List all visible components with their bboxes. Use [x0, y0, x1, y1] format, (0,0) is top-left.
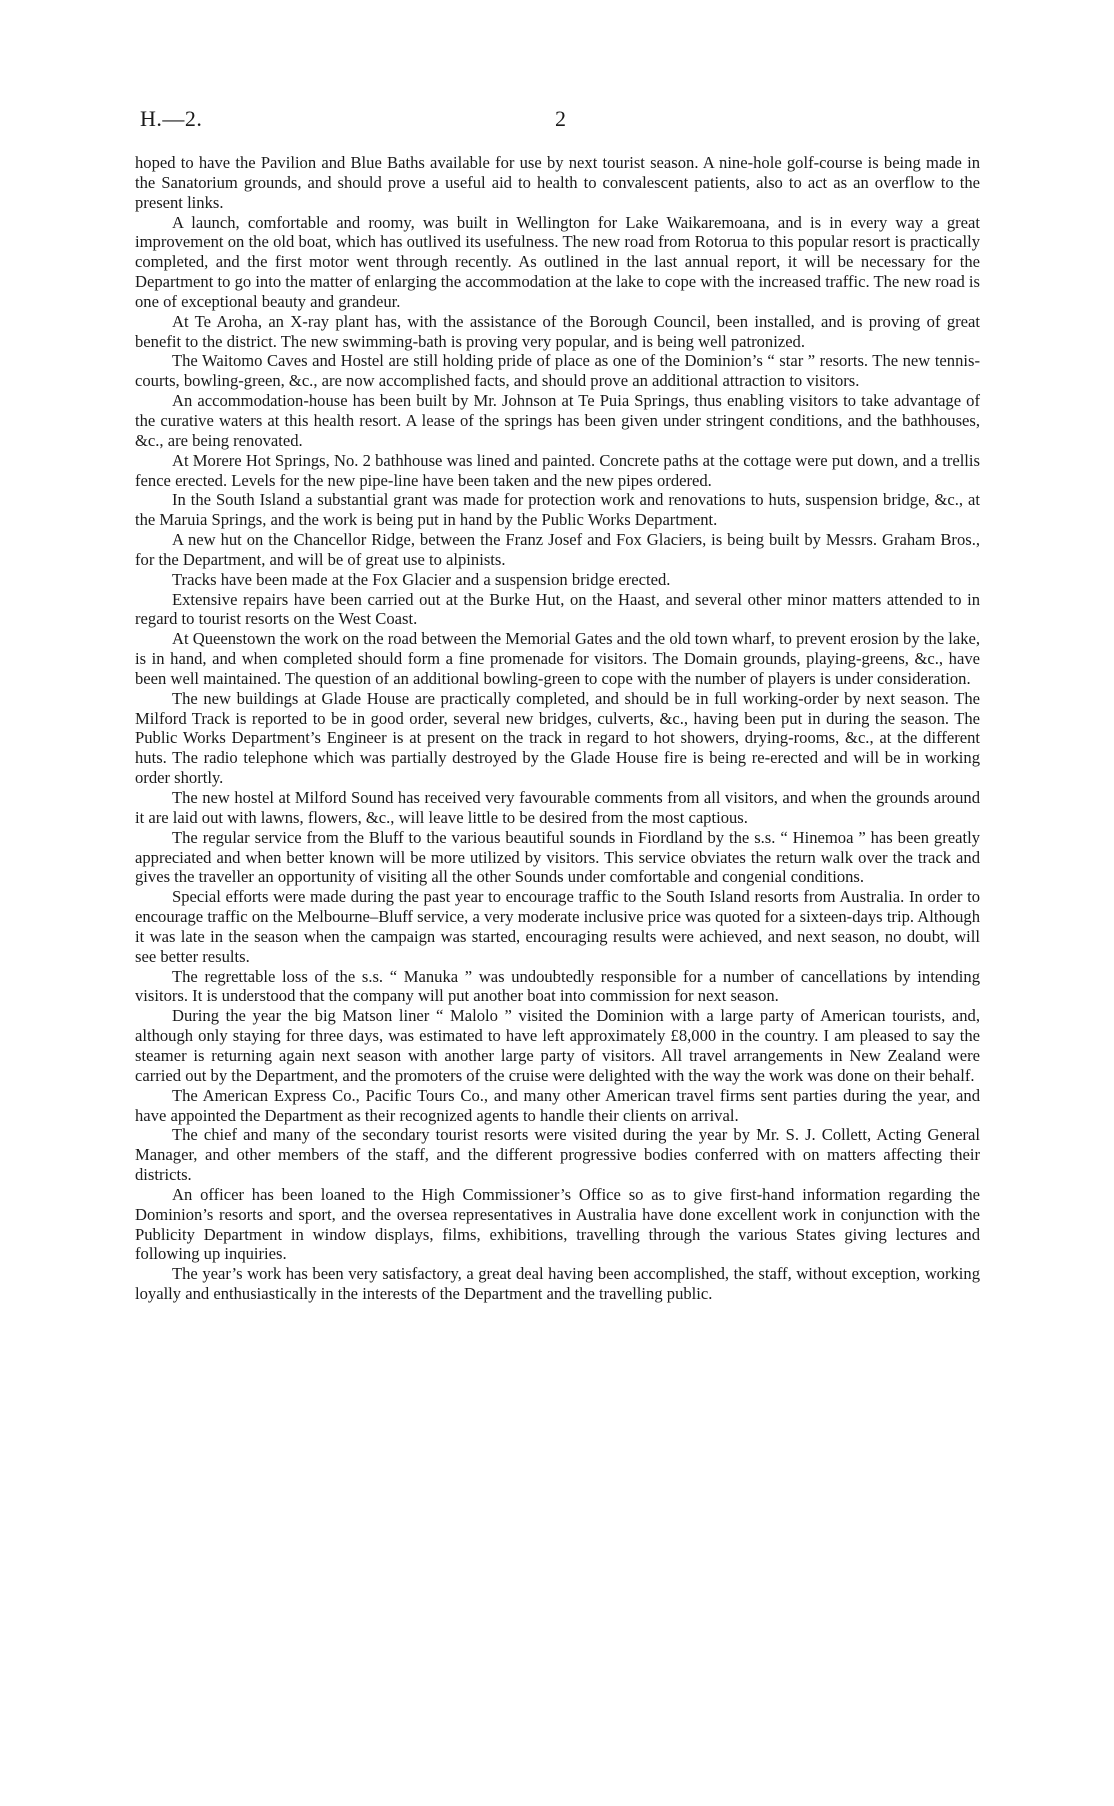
paragraph: The chief and many of the secondary tourist resorts were visited during the year by Mr. S. J. Collett, Acting General Manager, and other members of the staff, and the different progressive bodies conferred with on matters affecting their districts.: [135, 1125, 980, 1185]
body-text: [135, 153, 980, 1304]
paragraph: A launch, comfortable and roomy, was built in Wellington for Lake Waikaremoana, and is in every way a great improvement on the old boat, which has outlived its usefulness. The new road from Rotorua to this popular resort is practically completed, and the first motor went through recently. As outlined in the last annual report, it will be necessary for the Department to go into the matter of enlarging the accommodation at the lake to cope with the increased traffic. The new road is one of exceptional beauty and grandeur.: [135, 212, 980, 311]
paragraph: The new hostel at Milford Sound has received very favourable comments from all visitors, and when the grounds around it are laid out with lawns, flowers, &c., will leave little to be desired from the most captious.: [135, 788, 980, 827]
paragraph: The year’s work has been very satisfactory, a great deal having been accomplished, the staff, without exception, working loyally and enthusiastically in the interests of the Department and the travelling public.: [135, 1264, 980, 1304]
page-number: 2: [555, 106, 566, 131]
paragraph: An accommodation-house has been built by Mr. Johnson at Te Puia Springs, thus enabling visitors to take advantage of the curative waters at this health resort. A lease of the springs has been given under stringent conditions, and the bathhouses, &c., are being renovated.: [135, 391, 980, 450]
page-header: [140, 106, 984, 136]
paragraph: Special efforts were made during the past year to encourage traffic to the South Island resorts from Australia. In order to encourage traffic on the Melbourne–Bluff service, a very moderate inclusive price was quoted for a sixteen-days trip. Although it was late in the season when the campaign was started, encouraging results were achieved, and next season, no doubt, will see better results.: [135, 887, 980, 966]
paragraph: At Morere Hot Springs, No. 2 bathhouse was lined and painted. Concrete paths at the cottage were put down, and a trellis fence erected. Levels for the new pipe-line have been taken and the new pipes ordered.: [135, 450, 980, 490]
paragraph: The Waitomo Caves and Hostel are still holding pride of place as one of the Dominion’s “ star ” resorts. The new tennis-courts, bowling-green, &c., are now accomplished facts, and should prove an additional attraction to visitors.: [135, 351, 980, 391]
paragraph: Tracks have been made at the Fox Glacier and a suspension bridge erected.: [172, 569, 671, 589]
paragraph: In the South Island a substantial grant was made for protection work and renovations to huts, suspension bridge, &c., at the Maruia Springs, and the work is being put in hand by the Public Works Department.: [135, 490, 980, 530]
paragraph: The regular service from the Bluff to the various beautiful sounds in Fiordland by the s.s. “ Hinemoa ” has been greatly appreciated and when better known will be more utilized by visitors. This service obviates the return walk over the track and gives the traveller an opportunity of visiting all the other Sounds under comfortable and congenial conditions.: [135, 827, 980, 887]
paragraph: A new hut on the Chancellor Ridge, between the Franz Josef and Fox Glaciers, is being built by Messrs. Graham Bros., for the Department, and will be of great use to alpinists.: [135, 530, 980, 569]
paragraph: During the year the big Matson liner “ Malolo ” visited the Dominion with a large party of American tourists, and, although only staying for three days, was estimated to have left approximately £8,000 in the country. I am pleased to say the steamer is returning again next season with another large party of visitors. All travel arrangements in New Zealand were carried out by the Department, and the promoters of the cruise were delighted with the way the work was done on their behalf.: [135, 1006, 980, 1085]
paragraph: The American Express Co., Pacific Tours Co., and many other American travel firms sent parties during the year, and have appointed the Department as their recognized agents to handle their clients on arrival.: [135, 1085, 980, 1125]
paragraph: An officer has been loaned to the High Commissioner’s Office so as to give first-hand information regarding the Dominion’s resorts and sport, and the oversea representatives in Australia have done excellent work in conjunction with the Publicity Department in window displays, films, exhibitions, travelling through the various States giving lectures and following up inquiries.: [135, 1184, 980, 1264]
paragraph: At Queenstown the work on the road between the Memorial Gates and the old town wharf, to prevent erosion by the lake, is in hand, and when completed should form a fine promenade for visitors. The Domain grounds, playing-greens, &c., have been well maintained. The question of an additional bowling-green to cope with the number of players is under consideration.: [135, 629, 980, 688]
paragraph: hoped to have the Pavilion and Blue Baths available for use by next tourist season. A nine-hole golf-course is being made in the Sanatorium grounds, and should prove a useful aid to health to convalescent patients, also to act as an overflow to the present links.: [135, 153, 980, 212]
paragraph: The regrettable loss of the s.s. “ Manuka ” was undoubtedly responsible for a number of cancellations by intending visitors. It is understood that the company will put another boat into commission for next season.: [135, 966, 980, 1006]
paragraph: At Te Aroha, an X-ray plant has, with the assistance of the Borough Council, been installed, and is proving of great benefit to the district. The new swimming-bath is proving very popular, and is being well patronized.: [135, 311, 980, 351]
paragraph: The new buildings at Glade House are practically completed, and should be in full working-order by next season. The Milford Track is reported to be in good order, several new bridges, culverts, &c., having been put in during the season. The Public Works Department’s Engineer is at present on the track in regard to hot showers, drying-rooms, &c., at the different huts. The radio telephone which was partially destroyed by the Glade House fire is being re-erected and will be in working order shortly.: [135, 688, 980, 788]
paragraph: Extensive repairs have been carried out at the Burke Hut, on the Haast, and several other minor matters attended to in regard to tourist resorts on the West Coast.: [135, 589, 980, 629]
document-reference: H.—2.: [140, 106, 203, 131]
